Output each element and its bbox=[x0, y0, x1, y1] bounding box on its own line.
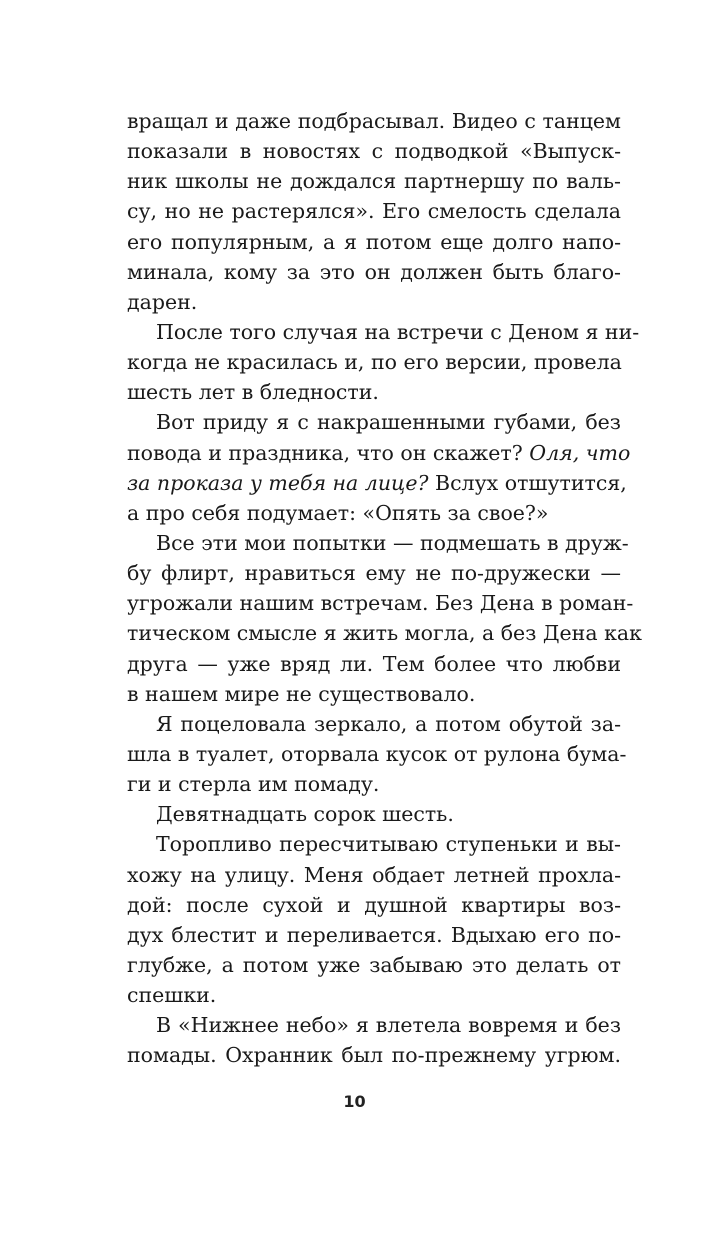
text-line: а про себя подумает: «Опять за свое?» bbox=[127, 500, 549, 525]
text-line: су, но не растерялся». Его смелость сделала bbox=[127, 199, 621, 224]
text-line: минала, кому за это он должен быть благо- bbox=[127, 259, 621, 284]
text-line: После того случая на встречи с Деном я ни- bbox=[156, 319, 640, 344]
text-line: Вот приду я с накрашенными губами, без bbox=[156, 410, 621, 435]
text-line: тическом смысле я жить могла, а без Дена как bbox=[127, 621, 642, 646]
text-line-mixed bbox=[127, 468, 627, 498]
text-line: Девятнадцать сорок шесть. bbox=[156, 802, 454, 827]
text-segment: повода и праздника, что он скажет? bbox=[127, 440, 523, 465]
book-page-text bbox=[127, 106, 642, 1071]
text-line: друга — уже вряд ли. Тем более что любви bbox=[127, 651, 621, 676]
text-line: Торопливо пересчитываю ступеньки и вы- bbox=[156, 832, 621, 857]
text-line: глубже, а потом уже забываю это делать от bbox=[127, 952, 621, 977]
text-line: ги и стерла им помаду. bbox=[127, 772, 380, 797]
text-line: помады. Охранник был по-прежнему угрюм. bbox=[127, 1043, 621, 1068]
text-line: В «Нижнее небо» я влетела вовремя и без bbox=[156, 1013, 621, 1038]
text-line: хожу на улицу. Меня обдает летней прохла- bbox=[127, 862, 621, 887]
text-line: бу флирт, нравиться ему не по-дружески — bbox=[127, 561, 621, 586]
text-line: показали в новостях с подводкой «Выпуск- bbox=[127, 139, 621, 164]
text-line: в нашем мире не существовало. bbox=[127, 681, 476, 706]
text-line: дой: после сухой и душной квартиры воз- bbox=[127, 892, 621, 917]
text-line: дарен. bbox=[127, 289, 198, 314]
text-line: шесть лет в бледности. bbox=[127, 380, 379, 405]
text-line: шла в туалет, оторвала кусок от рулона бума- bbox=[127, 741, 627, 766]
text-line: Я поцеловала зеркало, а потом обутой за- bbox=[156, 711, 621, 736]
page-number: 10 bbox=[343, 1092, 366, 1111]
italic-segment: Оля, что bbox=[529, 440, 631, 465]
text-line: дух блестит и переливается. Вдыхаю его по- bbox=[127, 922, 621, 947]
text-line: спешки. bbox=[127, 983, 217, 1008]
text-line: его популярным, а я потом еще долго напо- bbox=[127, 229, 621, 254]
text-line: когда не красилась и, по его версии, провела bbox=[127, 350, 622, 375]
text-line: вращал и даже подбрасывал. Видео с танцем bbox=[127, 109, 621, 133]
text-line: угрожали нашим встречам. Без Дена в роман- bbox=[127, 591, 634, 616]
text-segment: Вслух отшутится, bbox=[435, 470, 627, 495]
italic-segment: за проказа у тебя на лице? bbox=[127, 470, 429, 495]
text-line-mixed bbox=[127, 438, 631, 468]
text-line: Все эти мои попытки — подмешать в друж- bbox=[156, 530, 629, 555]
text-line: ник школы не дождался партнершу по валь- bbox=[127, 169, 621, 194]
